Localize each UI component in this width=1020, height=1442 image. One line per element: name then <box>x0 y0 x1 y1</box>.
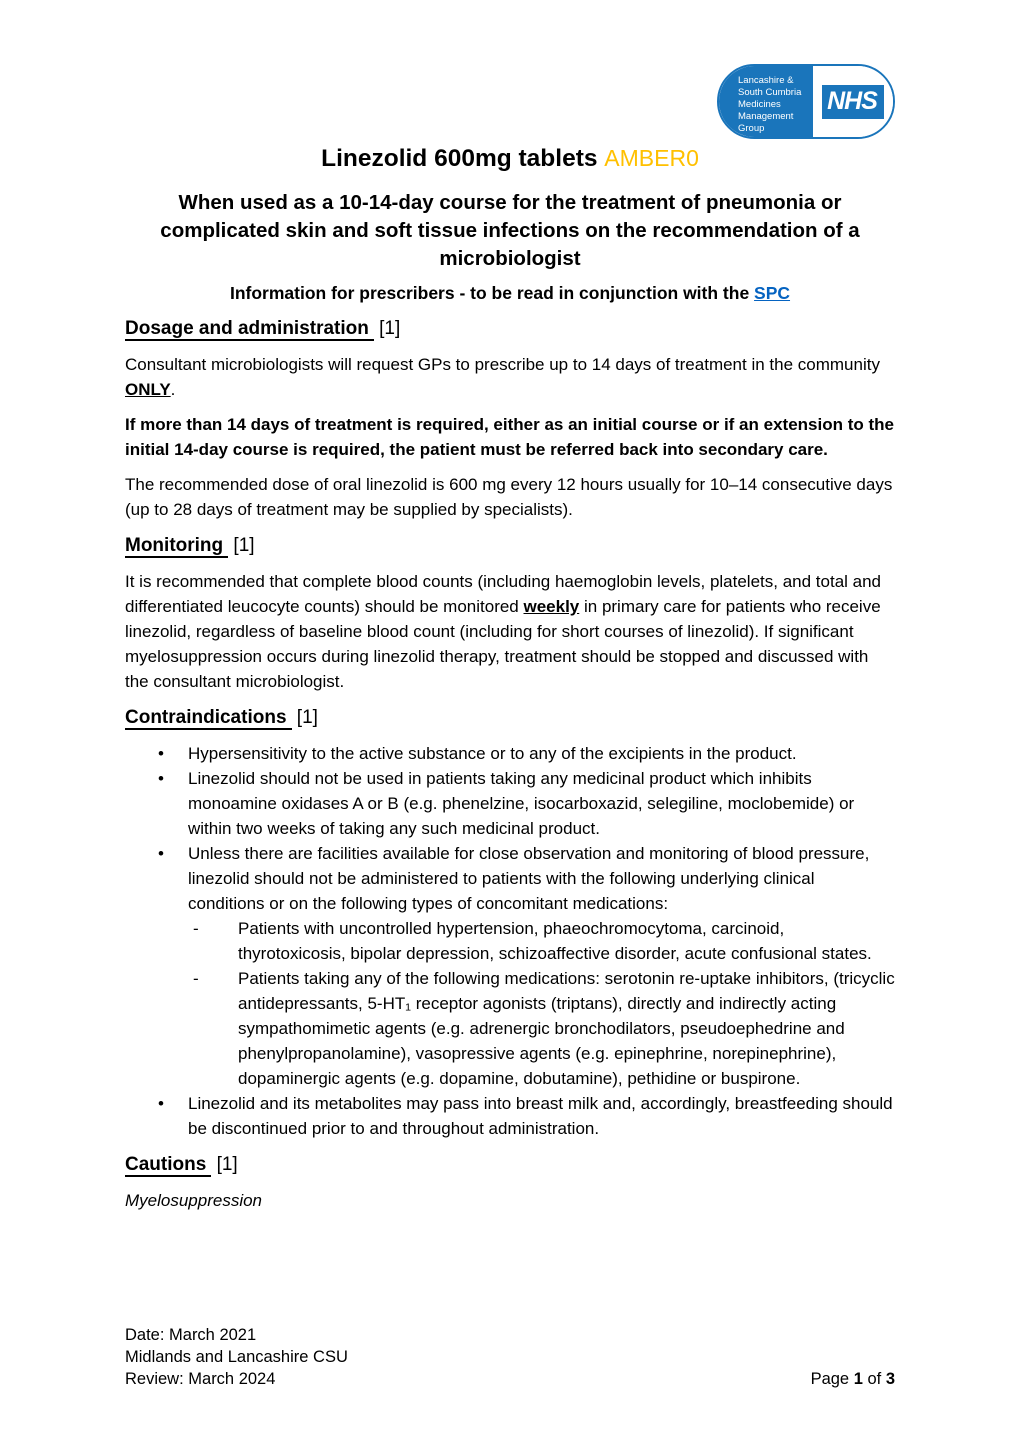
logo-org-line: Group <box>738 123 765 134</box>
contraindication-sub-item-1: Patients with uncontrolled hypertension, phaeochromocytoma, carcinoid, thyrotoxicosis, bipolar depression, schizoaffective disorder, acute confusional states. <box>238 919 872 963</box>
prescriber-info-line <box>125 281 895 305</box>
list-item <box>188 966 895 1091</box>
logo-org-line: South Cumbria <box>738 87 802 98</box>
logo-org-line: Management <box>738 111 794 122</box>
contraindication-bullet-4: Linezolid and its metabolites may pass into breast milk and, accordingly, breastfeeding should be discontinued prior to and throughout administration. <box>188 1094 893 1138</box>
footer-date-line: Date: March 2021 <box>125 1326 257 1344</box>
heading-dosage-text: Dosage and administration <box>125 318 374 341</box>
page-number-of: of <box>862 1370 886 1388</box>
dosage-paragraph-3: The recommended dose of oral linezolid is 600 mg every 12 hours usually for 10–14 consecutive days (up to 28 days of treatment may be supplied by specialists). <box>125 475 893 519</box>
page-title <box>125 143 895 174</box>
contraindication-sub-item-2: Patients taking any of the following medications: serotonin re-uptake inhibitors, (tricyclic antidepressants, 5-HT₁ receptor agonists (triptans), directly and indirectly acting sympathomimetic agents (e.g. adrenergic bronchodilators, pseudoephedrine and phenylpropanolamine), vasopressive agents (e.g. epinephrine, norepinephrine), dopaminergic agents (e.g. dopamine, dobutamine), pethidine or buspirone. <box>238 969 895 1088</box>
page-footer <box>125 1324 895 1390</box>
logo-org-line: Medicines <box>738 99 781 110</box>
monitoring-p-text-2: in primary care for patients who receive linezolid, regardless of baseline blood count (including for short courses of linezolid). If significant myelosuppression occurs during linezolid therapy, treatment should be stopped and discussed with the consultant microbiologist. <box>125 597 881 691</box>
heading-cautions-ref: [1] <box>216 1154 238 1175</box>
cautions-subheading-myelosuppression: Myelosuppression <box>125 1191 263 1210</box>
dosage-p1-text: Consultant microbiologists will request GPs to prescribe up to 14 days of treatment in the community <box>125 355 880 374</box>
list-item <box>188 916 895 966</box>
prescriber-info-text: Information for prescribers - to be read in conjunction with the <box>229 283 755 303</box>
dosage-paragraph-2: If more than 14 days of treatment is required, either as an initial course or if an extension to the initial 14-day course is required, the patient must be referred back into secondary care. <box>125 415 894 459</box>
contraindications-list <box>125 741 895 1141</box>
amber-status-label: AMBER0 <box>604 145 699 171</box>
footer-last-row <box>125 1368 895 1390</box>
list-item <box>125 741 895 766</box>
section-heading-cautions <box>125 1151 895 1178</box>
dosage-paragraph-1 <box>125 352 895 402</box>
section-heading-contraindications <box>125 704 895 731</box>
page-number-current: 1 <box>853 1370 863 1388</box>
contraindication-bullet-2: Linezolid should not be used in patients taking any medicinal product which inhibits monoamine oxidases A or B (e.g. phenelzine, isocarboxazid, selegiline, moclobemide) or within two weeks of taking any such medicinal product. <box>188 769 855 838</box>
spc-link[interactable]: SPC <box>754 283 791 303</box>
page-subtitle: When used as a 10-14-day course for the treatment of pneumonia or complicated skin and soft tissue infections on the recommendation of a microbiologist <box>160 191 860 270</box>
nhs-wordmark: NHS <box>822 85 884 119</box>
lscmmg-nhs-logo <box>717 64 895 139</box>
section-heading-dosage <box>125 315 895 342</box>
section-heading-monitoring <box>125 532 895 559</box>
monitoring-paragraph <box>125 569 895 694</box>
heading-contraindications-text: Contraindications <box>125 707 292 730</box>
monitoring-p-emphasis-weekly: weekly <box>523 597 580 616</box>
monitoring-p-text-1: It is recommended that complete blood counts (including haemoglobin levels, platelets, and total and differentiated leucocyte counts) should be monitored <box>125 572 882 616</box>
contraindications-sublist <box>188 916 895 1091</box>
page-number-indicator <box>811 1368 895 1390</box>
contraindication-bullet-1: Hypersensitivity to the active substance or to any of the excipients in the product. <box>188 744 797 763</box>
list-item <box>125 1091 895 1141</box>
nhs-logo <box>813 66 893 137</box>
dosage-p1-period: . <box>170 380 176 399</box>
page-number-prefix: Page <box>810 1370 854 1388</box>
header-logo-row <box>125 64 895 139</box>
logo-org-line: Lancashire & <box>738 75 794 86</box>
heading-cautions-text: Cautions <box>125 1154 211 1177</box>
heading-monitoring-text: Monitoring <box>125 535 228 558</box>
list-item <box>125 841 895 1091</box>
contraindication-bullet-3: Unless there are facilities available for close observation and monitoring of blood pressure, linezolid should not be administered to patients with the following underlying clinical conditions or on the following types of concomitant medications: <box>188 844 870 913</box>
footer-org-line: Midlands and Lancashire CSU <box>125 1348 348 1366</box>
dosage-p1-emphasis-only: ONLY <box>125 380 171 399</box>
logo-org-name <box>719 66 813 137</box>
page-number-total: 3 <box>885 1370 895 1388</box>
heading-dosage-ref: [1] <box>379 318 401 339</box>
list-item <box>125 766 895 841</box>
heading-monitoring-ref: [1] <box>233 535 255 556</box>
footer-review-line: Review: March 2024 <box>125 1370 276 1388</box>
heading-contraindications-ref: [1] <box>296 707 318 728</box>
drug-title-text: Linezolid 600mg tablets <box>321 145 598 172</box>
